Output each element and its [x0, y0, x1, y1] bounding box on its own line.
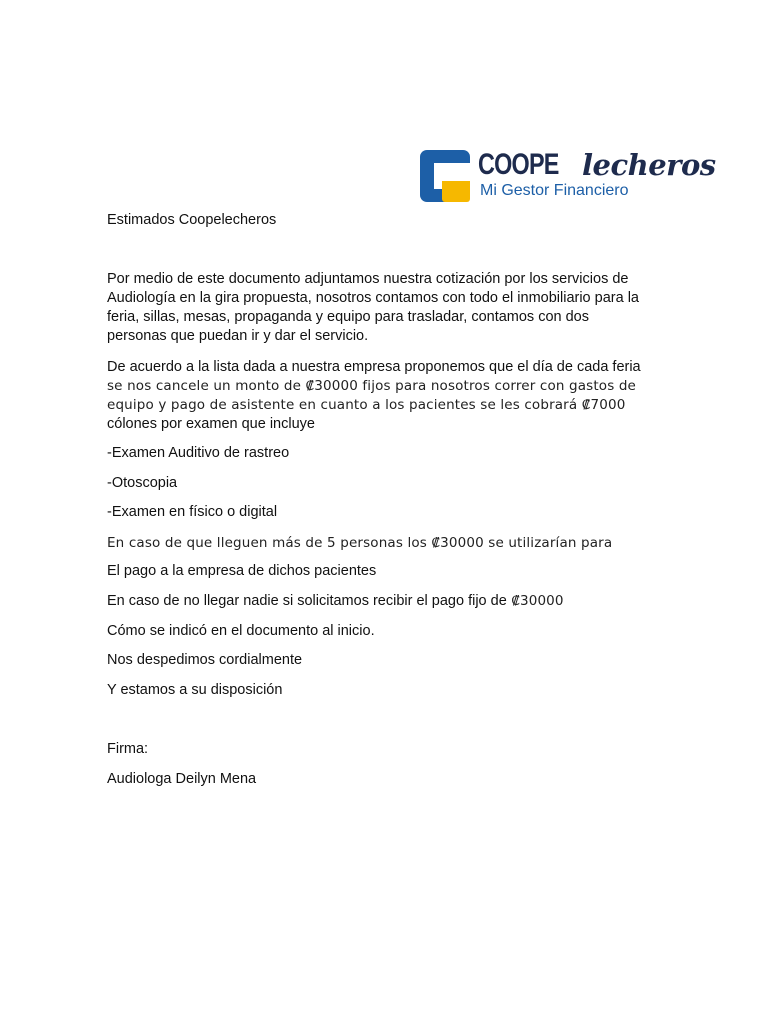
- logo-wordmark: [478, 148, 716, 182]
- signature-label: Firma:: [107, 741, 149, 757]
- logo-brand-bold: COOPE: [478, 148, 559, 181]
- signature-name: Audiologa Deilyn Mena: [107, 771, 257, 787]
- exam-item: -Examen Auditivo de rastreo: [107, 445, 290, 461]
- no-attendance-amount: ₡30000: [506, 593, 564, 609]
- exam-item: -Examen en físico o digital: [107, 504, 278, 520]
- paragraph-intro-line: personas que puedan ir y dar el servicio.: [107, 328, 369, 344]
- exam-item: -Otoscopia: [107, 475, 178, 491]
- logo-tagline: Mi Gestor Financiero: [480, 182, 629, 199]
- no-attendance-text: En caso de no llegar nadie si solicitamos recibir el pago fijo de: [107, 593, 507, 609]
- paragraph-intro-line: Audiología en la gira propuesta, nosotros contamos con todo el inmobiliario para la: [107, 290, 639, 306]
- no-attendance-line: [107, 593, 564, 609]
- paragraph-intro: [107, 270, 639, 346]
- paragraph-proposal-line: se nos cancele un monto de ₡30000 fijos para nosotros correr con gastos de: [107, 378, 636, 394]
- logo-mark-icon: [420, 150, 472, 204]
- paragraph-intro-line: feria, sillas, mesas, propaganda y equipo para trasladar, contamos con dos: [107, 309, 589, 325]
- extra-patients-line: En caso de que lleguen más de 5 personas los ₡30000 se utilizarían para: [107, 535, 613, 551]
- availability-line: Y estamos a su disposición: [107, 682, 283, 698]
- logo-brand-script: lecheros: [582, 148, 716, 182]
- paragraph-proposal-line: equipo y pago de asistente en cuanto a los pacientes se les cobrará ₡7000: [107, 397, 626, 413]
- paragraph-proposal: [107, 358, 641, 434]
- farewell-line: Nos despedimos cordialmente: [107, 652, 303, 668]
- payment-line: El pago a la empresa de dichos pacientes: [107, 563, 377, 579]
- paragraph-intro-line: Por medio de este documento adjuntamos nuestra cotización por los servicios de: [107, 271, 629, 287]
- as-indicated-line: Cómo se indicó en el documento al inicio.: [107, 623, 375, 639]
- coopelecheros-logo: [420, 148, 716, 206]
- greeting: Estimados Coopelecheros: [107, 212, 277, 228]
- paragraph-proposal-line: cólones por examen que incluye: [107, 416, 315, 432]
- paragraph-proposal-line: De acuerdo a la lista dada a nuestra empresa proponemos que el día de cada feria: [107, 359, 641, 375]
